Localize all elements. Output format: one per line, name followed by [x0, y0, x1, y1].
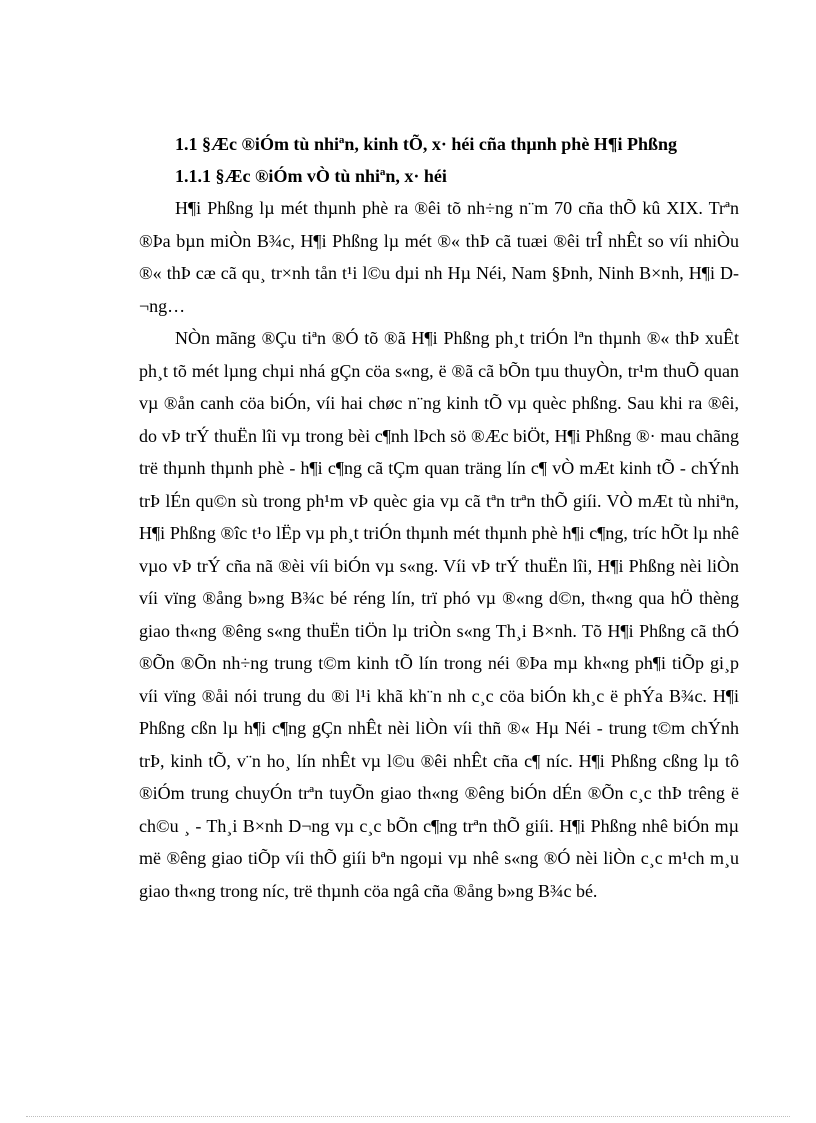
- page-bottom-divider: [26, 1116, 790, 1117]
- body-paragraph: H¶i Phßng lµ mét thµnh phè ra ®êi tõ nh÷ng n¨m 70 cña thÕ kû XIX. Trªn ®Þa bµn miÒn B¾c, H¶i Phßng lµ mét ®« thÞ cã tuæi ®êi trÎ nhÊt so víi nhiÒu ®« thÞ cæ cã qu¸ tr×nh tån t¹i l©u dµi nh Hµ Néi, Nam §Þnh, Ninh B×nh, H¶i D¬ng…: [139, 198, 739, 316]
- body-paragraph: NÒn mãng ®Çu tiªn ®Ó tõ ®ã H¶i Phßng ph¸t triÓn lªn thµnh ®« thÞ xuÊt ph¸t tõ mét lµng chµi nhá gÇn cöa s«ng, ë ®ã cã bÕn tµu thuyÒn, tr¹m thuÕ quan vµ ®ån canh cöa biÓn, víi hai chøc n¨ng kinh tÕ vµ quèc phßng. Sau khi ra ®êi, do vÞ trÝ thuËn lîi vµ trong bèi c¶nh lÞch sö ®Æc biÖt, H¶i Phßng ®· mau chãng trë thµnh thµnh phè - h¶i c¶ng cã tÇm quan träng lín c¶ vÒ mÆt kinh tÕ - chÝnh trÞ lÉn qu©n sù trong ph¹m vÞ quèc gia vµ cã tªn trªn thÕ giíi. VÒ mÆt tù nhiªn, H¶i Phßng ®îc t¹o lËp vµ ph¸t triÓn thµnh mét thµnh phè h¶i c¶ng, tríc hÕt lµ nhê vµo vÞ trÝ cña nã ®èi víi biÓn vµ s«ng. Víi vÞ trÝ thuËn lîi, H¶i Phßng nèi liÒn víi vïng ®ång b»ng B¾c bé réng lín, trï phó vµ ®«ng d©n, th«ng qua hÖ thèng giao th«ng ®êng s«ng thuËn tiÖn lµ triÒn s«ng Th¸i B×nh. Tõ H¶i Phßng cã thÓ ®Õn ®Õn nh÷ng trung t©m kinh tÕ lín trong néi ®Þa mµ kh«ng ph¶i tiÕp gi¸p víi vïng ®åi nói trung du ®i l¹i khã kh¨n nh c¸c cöa biÓn kh¸c ë phÝa B¾c. H¶i Phßng cßn lµ h¶i c¶ng gÇn nhÊt nèi liÒn víi thñ ®« Hµ Néi - trung t©m chÝnh trÞ, kinh tÕ, v¨n ho¸ lín nhÊt vµ l©u ®êi nhÊt cña c¶ níc. H¶i Phßng cßng lµ tô ®iÓm trung chuyÓn trªn tuyÕn giao th«ng ®êng biÓn dÉn ®Õn c¸c thÞ trêng ë ch©u ¸ - Th¸i B×nh D¬ng vµ c¸c bÕn c¶ng trªn thÕ giíi. H¶i Phßng nhê biÓn mµ më ®êng giao tiÕp víi thÕ giíi bªn ngoµi vµ nhê s«ng ®Ó nèi liÒn c¸c m¹ch m¸u giao th«ng trong níc, trë thµnh cöa ngâ cña ®ång b»ng B¾c bé.: [139, 328, 739, 901]
- document-body: [139, 128, 739, 907]
- section-heading: 1.1 §Æc ®iÓm tù nhiªn, kinh tÕ, x· héi cña thµnh phè H¶i Phßng: [175, 134, 678, 154]
- subsection-heading: 1.1.1 §Æc ®iÓm vÒ tù nhiªn, x· héi: [175, 166, 447, 186]
